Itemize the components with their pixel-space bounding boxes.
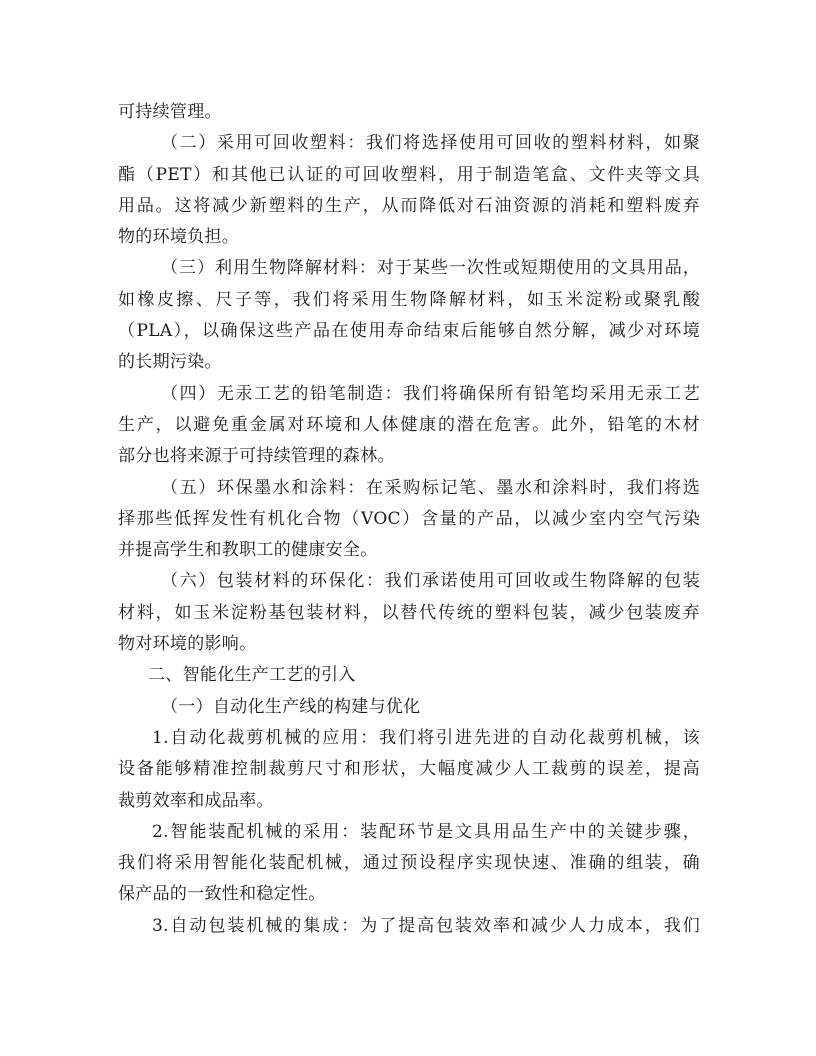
text-line: （四）无汞工艺的铅笔制造：我们将确保所有铅笔均采用无汞工艺 xyxy=(161,383,700,404)
text-line: 设备能够精准控制裁剪尺寸和形状，大幅度减少人工裁剪的误差，提高 xyxy=(118,759,700,780)
text-line: 部分也将来源于可持续管理的森林。 xyxy=(118,446,395,467)
text-line: 的长期污染。 xyxy=(118,352,222,373)
text-line: 物的环境负担。 xyxy=(118,227,240,248)
text-line: 裁剪效率和成品率。 xyxy=(118,790,274,811)
text-line: 如橡皮擦、尺子等，我们将采用生物降解材料，如玉米淀粉或聚乳酸 xyxy=(118,289,700,310)
text-line: 1.自动化裁剪机械的应用：我们将引进先进的自动化裁剪机械，该 xyxy=(152,727,700,748)
subsection-heading: （一）自动化生产线的构建与优化 xyxy=(161,696,421,717)
text-line: 生产，以避免重金属对环境和人体健康的潜在危害。此外，铅笔的木材 xyxy=(118,414,700,435)
text-line: 我们将采用智能化装配机械，通过预设程序实现快速、准确的组装，确 xyxy=(118,853,700,874)
text-line: （PLA），以确保这些产品在使用寿命结束后能够自然分解，减少对环境 xyxy=(118,321,700,342)
text-line: 并提高学生和教职工的健康安全。 xyxy=(118,540,378,561)
text-line: 保产品的一致性和稳定性。 xyxy=(118,884,326,905)
text-line: 2.智能装配机械的采用：装配环节是文具用品生产中的关键步骤， xyxy=(152,821,700,842)
text-line: 择那些低挥发性有机化合物（VOC）含量的产品，以减少室内空气污染 xyxy=(118,508,700,529)
text-line: 物对环境的影响。 xyxy=(118,634,257,655)
section-heading: 二、智能化生产工艺的引入 xyxy=(148,665,356,686)
text-line: 可持续管理。 xyxy=(118,102,222,122)
text-line: 材料，如玉米淀粉基包装材料，以替代传统的塑料包装，减少包装废弃 xyxy=(118,602,700,623)
text-line: （二）采用可回收塑料：我们将选择使用可回收的塑料材料，如聚 xyxy=(161,133,700,154)
text-line: 用品。这将减少新塑料的生产，从而降低对石油资源的消耗和塑料废弃 xyxy=(118,195,700,216)
text-line: 3.自动包装机械的集成：为了提高包装效率和减少人力成本，我们 xyxy=(152,915,700,936)
text-line: （六）包装材料的环保化：我们承诺使用可回收或生物降解的包装 xyxy=(161,571,700,592)
text-line: 酯（PET）和其他已认证的可回收塑料，用于制造笔盒、文件夹等文具 xyxy=(118,164,700,185)
text-line: （三）利用生物降解材料：对于某些一次性或短期使用的文具用品， xyxy=(161,258,700,279)
text-line: （五）环保墨水和涂料：在采购标记笔、墨水和涂料时，我们将选 xyxy=(161,477,700,498)
document-page xyxy=(118,97,700,942)
